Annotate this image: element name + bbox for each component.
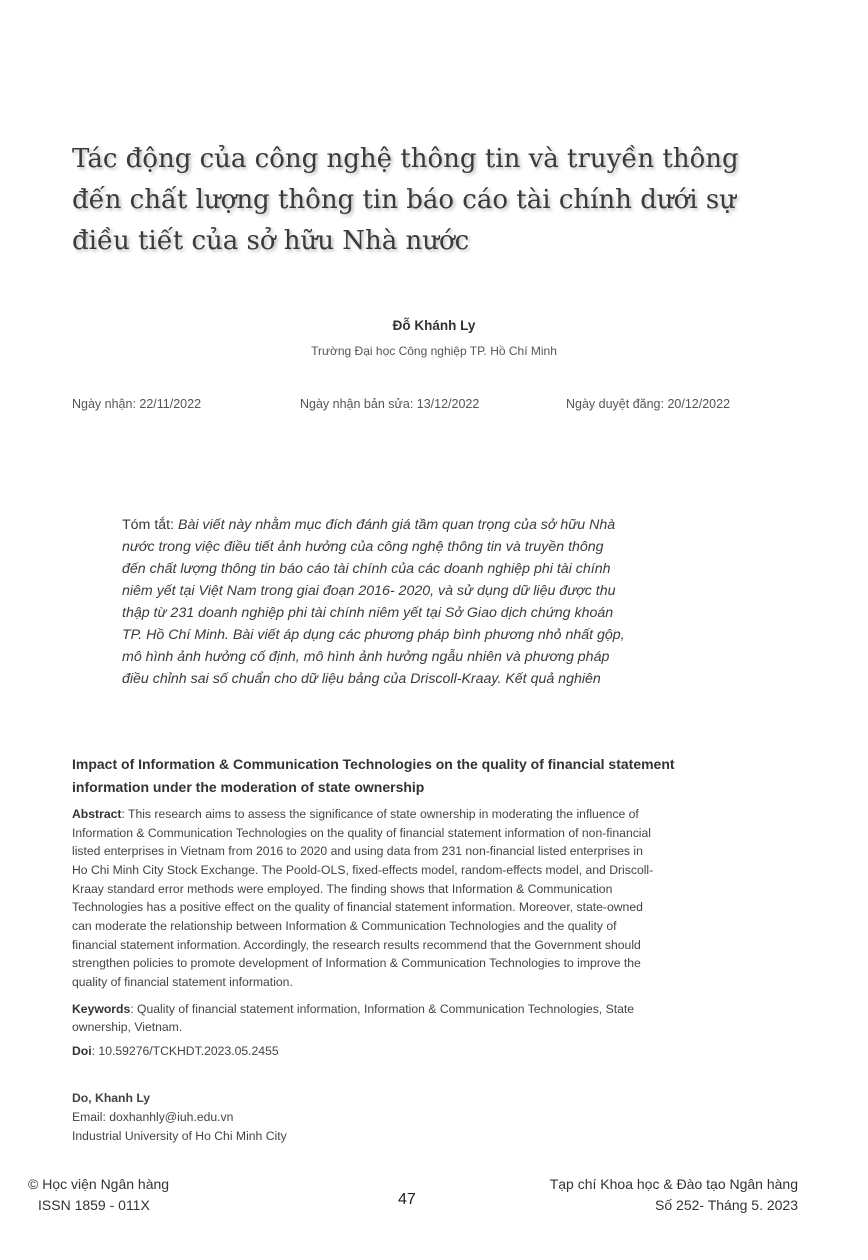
vn-abstract-line: TP. Hồ Chí Minh. Bài viết áp dụng các phương pháp bình phương nhỏ nhất gộp,: [122, 627, 625, 643]
abstract-line: financial statement information. Accordingly, the research results recommend that the Government should: [72, 938, 641, 952]
footer-copyright: © Học viện Ngân hàng: [28, 1176, 170, 1192]
vn-abstract-line: niêm yết tại Việt Nam trong giai đoạn 2016- 2020, và sử dụng dữ liệu được thu: [122, 583, 616, 599]
abstract-line: quality of financial statement information.: [72, 975, 293, 989]
doi-value[interactable]: : 10.59276/TCKHDT.2023.05.2455: [91, 1044, 279, 1058]
abstract-line: strengthen policies to promote development of Information & Communication Technologies to improve the: [72, 956, 641, 970]
date-received: Ngày nhận: 22/11/2022: [72, 397, 202, 411]
footer-issue: Số 252- Tháng 5. 2023: [655, 1197, 798, 1213]
abstract-line: Kraay standard error methods were employed. The finding shows that Information & Communication: [72, 882, 613, 896]
author-affiliation: Trường Đại học Công nghiệp TP. Hồ Chí Minh: [311, 344, 557, 358]
abstract-line: listed enterprises in Vietnam from 2016 to 2020 and using data from 231 non-financial listed enterprises in: [72, 844, 643, 858]
doi-label: Doi: [72, 1044, 92, 1058]
abstract-label: Abstract: [72, 807, 122, 821]
contact-name: Do, Khanh Ly: [72, 1091, 151, 1105]
vn-abstract-line: điều chỉnh sai số chuẩn cho dữ liệu bảng của Driscoll-Kraay. Kết quả nghiên: [122, 671, 601, 687]
author-name: Đỗ Khánh Ly: [392, 318, 476, 333]
abstract-line: Information & Communication Technologies on the quality of financial statement information of non-financial: [72, 826, 652, 840]
footer-journal: Tạp chí Khoa học & Đào tạo Ngân hàng: [549, 1176, 798, 1192]
contact-email[interactable]: Email: doxhanhly@iuh.edu.vn: [72, 1110, 234, 1124]
keywords-line: ownership, Vietnam.: [72, 1020, 183, 1034]
vn-abstract-line: đến chất lượng thông tin báo cáo tài chính của các doanh nghiệp phi tài chính: [122, 561, 611, 577]
abstract-line: Abstract: This research aims to assess the significance of state ownership in moderating the influence of: [72, 807, 639, 821]
english-title-line-1: Impact of Information & Communication Technologies on the quality of financial statement: [72, 756, 675, 772]
vn-abstract-label: Tóm tắt:: [122, 517, 178, 533]
date-revised: Ngày nhận bản sửa: 13/12/2022: [300, 397, 480, 411]
vn-abstract-line: thập từ 231 doanh nghiệp phi tài chính niêm yết tại Sở Giao dịch chứng khoán: [122, 605, 614, 621]
abstract-line: Technologies has a positive effect on the quality of financial statement information. Moreover, state-owned: [72, 900, 643, 914]
vn-abstract-line: Tóm tắt: Bài viết này nhằm mục đích đánh giá tầm quan trọng của sở hữu Nhà: [122, 517, 616, 533]
article-title-line-1: Tác động của công nghệ thông tin và truyền thông: [72, 144, 739, 174]
keywords-line: Keywords: Quality of financial statement information, Information & Communication Technologies, State: [72, 1002, 635, 1016]
vn-abstract-line: nước trong việc điều tiết ảnh hưởng của công nghệ thông tin và truyền thông: [122, 539, 604, 555]
doi-line[interactable]: [72, 1044, 279, 1058]
keywords-label: Keywords: [72, 1002, 131, 1016]
article-title-line-2: đến chất lượng thông tin báo cáo tài chính dưới sự: [72, 185, 736, 215]
footer-issn: ISSN 1859 - 011X: [38, 1197, 150, 1213]
article-title-line-3: điều tiết của sở hữu Nhà nước: [72, 226, 470, 256]
date-approved: Ngày duyệt đăng: 20/12/2022: [566, 397, 731, 411]
contact-organization: Industrial University of Ho Chi Minh City: [72, 1129, 287, 1143]
abstract-line: can moderate the relationship between Information & Communication Technologies and the quality of: [72, 919, 617, 933]
abstract-line: Ho Chi Minh City Stock Exchange. The Poold-OLS, fixed-effects model, random-effects model, and Driscoll-: [72, 863, 654, 877]
english-title-line-2: information under the moderation of state ownership: [72, 779, 425, 795]
vn-abstract-line: mô hình ảnh hưởng cố định, mô hình ảnh hưởng ngẫu nhiên và phương pháp: [122, 649, 610, 665]
page-number: 47: [398, 1191, 416, 1208]
